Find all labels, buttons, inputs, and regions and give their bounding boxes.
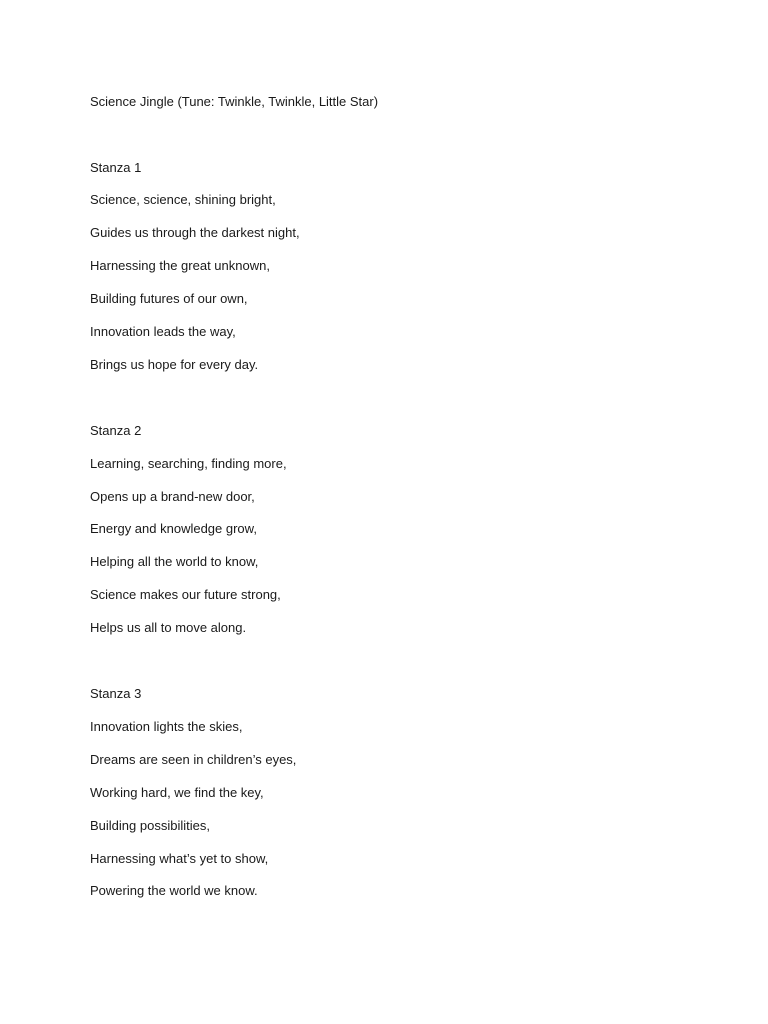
stanza-3-line-1: Innovation lights the skies, bbox=[90, 719, 243, 734]
stanza-1-line-1: Science, science, shining bright, bbox=[90, 192, 276, 207]
stanza-2-line-3: Energy and knowledge grow, bbox=[90, 521, 257, 536]
stanza-3-heading: Stanza 3 bbox=[90, 686, 142, 701]
stanza-2-line-6: Helps us all to move along. bbox=[90, 620, 247, 635]
stanza-1-line-4: Building futures of our own, bbox=[90, 291, 248, 306]
stanza-1-line-5: Innovation leads the way, bbox=[90, 324, 236, 339]
stanza-1-line-6: Brings us hope for every day. bbox=[90, 357, 259, 372]
stanza-2-heading: Stanza 2 bbox=[90, 423, 142, 438]
stanza-3-line-2: Dreams are seen in children’s eyes, bbox=[90, 752, 297, 767]
stanza-2-line-4: Helping all the world to know, bbox=[90, 554, 259, 569]
stanza-1-line-2: Guides us through the darkest night, bbox=[90, 225, 300, 240]
document-title: Science Jingle (Tune: Twinkle, Twinkle, Little Star) bbox=[90, 94, 379, 109]
stanza-3-line-4: Building possibilities, bbox=[90, 818, 210, 833]
stanza-2-line-5: Science makes our future strong, bbox=[90, 587, 281, 602]
stanza-3-line-5: Harnessing what’s yet to show, bbox=[90, 851, 269, 866]
stanza-3-line-6: Powering the world we know. bbox=[90, 883, 258, 898]
stanza-1-line-3: Harnessing the great unknown, bbox=[90, 258, 270, 273]
stanza-1-heading: Stanza 1 bbox=[90, 160, 142, 175]
stanza-2-line-1: Learning, searching, finding more, bbox=[90, 456, 287, 471]
stanza-2-line-2: Opens up a brand-new door, bbox=[90, 489, 255, 504]
stanza-3-line-3: Working hard, we find the key, bbox=[90, 785, 264, 800]
